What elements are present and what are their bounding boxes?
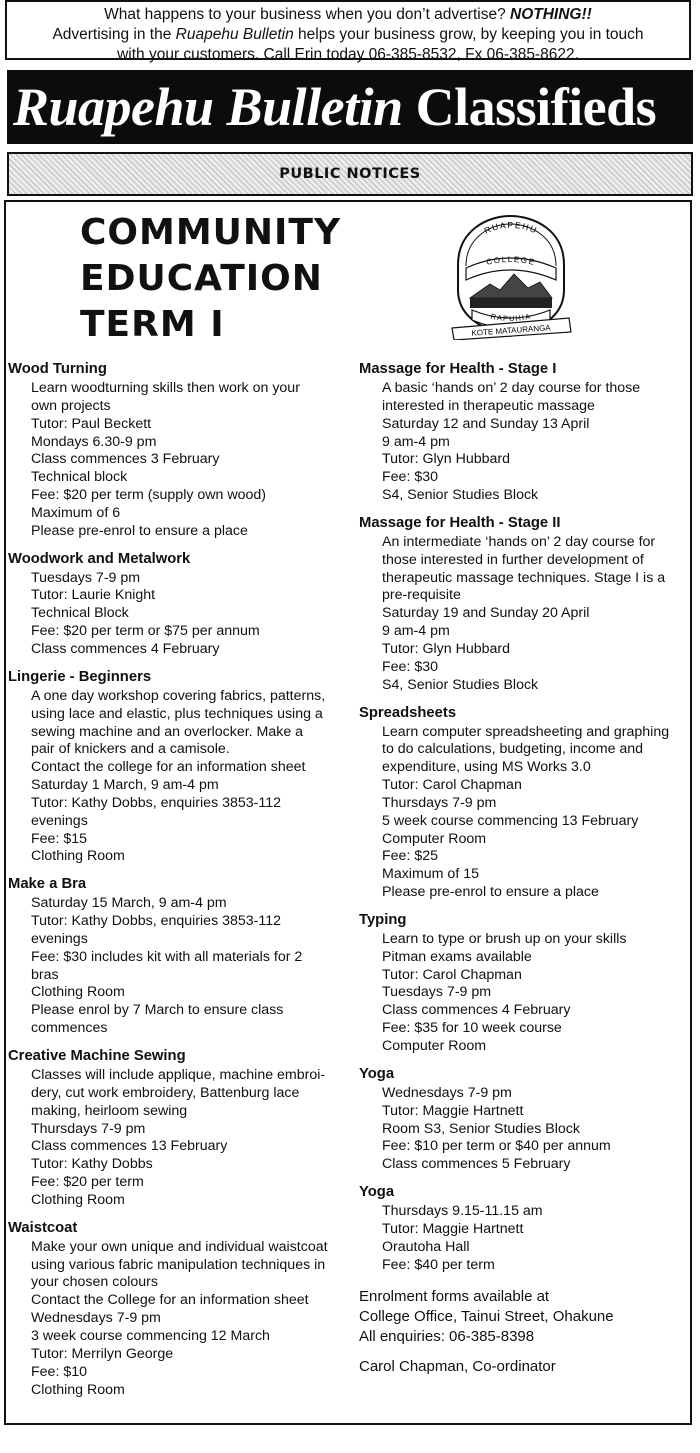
course-detail-line: Orautoha Hall	[382, 1238, 470, 1255]
course-listing	[8, 1047, 348, 1210]
course-detail-line: Wednesdays 7-9 pm	[382, 1084, 512, 1101]
course-detail-line: Saturday 12 and Sunday 13 April	[382, 415, 590, 432]
course-detail-line: Fee: $20 per term	[31, 1174, 144, 1191]
headline-line-2: EDUCATION	[80, 258, 323, 299]
course-detail-line: A one day workshop covering fabrics, patterns,	[31, 687, 326, 704]
course-detail-line: Thursdays 7-9 pm	[31, 1120, 146, 1137]
course-detail-line: Please pre-enrol to ensure a place	[382, 884, 599, 901]
course-detail-line: Class commences 3 February	[31, 451, 220, 468]
headline-line-1: COMMUNITY	[80, 212, 342, 253]
course-detail-line: Mondays 6.30-9 pm	[31, 433, 157, 450]
course-detail-line: Fee: $30	[382, 469, 439, 486]
course-detail-line: Contact the College for an information sheet	[31, 1292, 309, 1309]
crest-top-text: RUAPEHU	[482, 219, 540, 236]
page-headline	[80, 210, 341, 348]
course-listing	[359, 911, 689, 1056]
course-detail-line: Tutor: Glyn Hubbard	[382, 451, 511, 468]
course-detail-line: Tutor: Glyn Hubbard	[382, 640, 511, 657]
headline-line-3: TERM I	[80, 304, 225, 345]
course-detail-line: Classes will include applique, machine embroi-	[31, 1067, 326, 1083]
course-detail-line: Learn computer spreadsheeting and graphing	[382, 723, 670, 740]
crest-band-text: COLLEGE	[485, 254, 537, 268]
course-detail-line: Tutor: Paul Beckett	[31, 415, 152, 432]
course-title: Typing	[359, 911, 407, 928]
course-detail-line: evenings	[31, 930, 88, 947]
course-detail-line: to do calculations, budgeting, income and	[382, 741, 644, 758]
course-detail-line: Fee: $30 includes kit with all materials for 2	[31, 948, 303, 965]
course-detail-line: pair of knickers and a camisole.	[31, 741, 230, 758]
course-detail-line: An intermediate ‘hands on’ 2 day course for	[382, 533, 656, 550]
course-title: Creative Machine Sewing	[8, 1048, 186, 1064]
masthead-title-rest: Classifieds	[402, 77, 657, 137]
course-detail-line: Fee: $15	[31, 830, 88, 847]
course-detail-line: pre-requisite	[382, 587, 461, 604]
course-detail-line: Fee: $25	[382, 848, 439, 865]
course-detail-line: Saturday 19 and Sunday 20 April	[382, 605, 590, 622]
crest-middle-text: RAPUHIA	[489, 311, 533, 324]
course-detail-line: Tutor: Maggie Hartnett	[382, 1102, 524, 1119]
course-detail-line: Make your own unique and individual waistcoat	[31, 1238, 328, 1255]
course-detail-line: Maximum of 15	[382, 866, 479, 883]
course-title: Make a Bra	[8, 876, 87, 893]
course-detail-line: Fee: $20 per term (supply own wood)	[31, 487, 266, 504]
right-course-column	[359, 360, 689, 1377]
course-detail-line: Computer Room	[382, 830, 487, 847]
course-title: Massage for Health - Stage II	[359, 514, 561, 531]
enrolment-info	[359, 1287, 689, 1377]
course-detail-line: those interested in further development of	[382, 551, 644, 568]
course-listing	[359, 704, 689, 902]
course-title: Woodwork and Metalwork	[8, 550, 191, 567]
enrolment-line-2: College Office, Tainui Street, Ohakune	[359, 1308, 614, 1326]
ad-line-3: with your customers. Call Erin today 06-385-8532, Fx 06-385-8622.	[117, 46, 579, 63]
course-detail-line: Fee: $10	[31, 1363, 88, 1380]
course-detail-line: Clothing Room	[31, 1191, 125, 1208]
course-detail-line: Saturday 1 March, 9 am-4 pm	[31, 777, 219, 794]
course-detail-line: making, heirloom sewing	[31, 1102, 188, 1119]
course-detail-line: A basic ‘hands on’ 2 day course for those	[382, 380, 641, 396]
course-detail-line: Fee: $10 per term or $40 per annum	[382, 1138, 611, 1155]
course-listing	[359, 514, 689, 695]
course-detail-line: dery, cut work embroidery, Battenburg lace	[31, 1084, 300, 1101]
course-detail-line: Contact the college for an information sheet	[31, 759, 306, 776]
course-detail-line: Thursdays 7-9 pm	[382, 794, 497, 811]
course-detail-line: own projects	[31, 397, 111, 414]
forest-icon	[470, 298, 552, 308]
course-detail-line: your chosen colours	[31, 1274, 158, 1291]
course-detail-line: 3 week course commencing 12 March	[31, 1327, 270, 1344]
course-detail-line: Please enrol by 7 March to ensure class	[31, 1002, 284, 1019]
masthead-title-italic: Ruapehu Bulletin	[13, 77, 403, 137]
course-title: Spreadsheets	[359, 704, 457, 721]
course-detail-line: 5 week course commencing 13 February	[382, 812, 639, 829]
course-title: Massage for Health - Stage I	[359, 361, 557, 377]
college-crest-logo	[448, 210, 573, 340]
course-detail-line: Tuesdays 7-9 pm	[31, 569, 141, 586]
course-detail-line: bras	[31, 966, 59, 983]
course-detail-line: commences	[31, 1020, 108, 1037]
crest-motto-text: KOTE MATAURANGA	[471, 323, 551, 338]
course-detail-line: evenings	[31, 812, 88, 829]
course-title: Yoga	[359, 1184, 395, 1201]
course-detail-line: Please pre-enrol to ensure a place	[31, 522, 248, 539]
course-listing	[359, 1065, 689, 1174]
enrolment-line-3: All enquiries: 06-385-8398	[359, 1328, 535, 1346]
course-detail-line: Tutor: Carol Chapman	[382, 777, 522, 794]
course-detail-line: Tutor: Kathy Dobbs, enquiries 3853-112	[31, 794, 282, 811]
right-course-list	[359, 360, 689, 1274]
ad-publication-name: Ruapehu Bulletin	[175, 26, 294, 43]
course-detail-line: Fee: $20 per term or $75 per annum	[31, 623, 260, 640]
course-detail-line: Thursdays 9.15-11.15 am	[382, 1203, 543, 1220]
course-detail-line: Tuesdays 7-9 pm	[382, 984, 492, 1001]
course-detail-line: Class commences 5 February	[382, 1156, 571, 1173]
course-detail-line: Pitman exams available	[382, 948, 532, 965]
course-detail-line: Tutor: Merrilyn George	[31, 1345, 174, 1362]
masthead	[7, 70, 693, 144]
course-detail-line: Tutor: Carol Chapman	[382, 966, 522, 983]
course-detail-line: Tutor: Maggie Hartnett	[382, 1220, 524, 1237]
course-detail-line: 9 am-4 pm	[382, 433, 450, 450]
left-course-column	[8, 360, 348, 1408]
course-detail-line: expenditure, using MS Works 3.0	[382, 759, 591, 776]
course-title: Wood Turning	[8, 361, 107, 377]
course-detail-line: sewing machine and an overlocker. Make a	[31, 723, 304, 740]
course-detail-line: Technical Block	[31, 605, 129, 622]
course-detail-line: Fee: $35 for 10 week course	[382, 1020, 562, 1037]
course-detail-line: Class commences 13 February	[31, 1138, 228, 1155]
course-listing	[8, 360, 348, 541]
section-banner: PUBLIC NOTICES	[7, 152, 693, 196]
coordinator-name: Carol Chapman, Co-ordinator	[359, 1358, 556, 1376]
course-detail-line: Clothing Room	[31, 848, 125, 865]
course-detail-line: Maximum of 6	[31, 504, 121, 521]
course-detail-line: 9 am-4 pm	[382, 623, 450, 640]
course-detail-line: Clothing Room	[31, 984, 125, 1001]
course-detail-line: Fee: $30	[382, 658, 439, 675]
course-detail-line: Learn woodturning skills then work on your	[31, 380, 300, 396]
course-detail-line: S4, Senior Studies Block	[382, 487, 539, 504]
course-detail-line: Tutor: Laurie Knight	[31, 587, 156, 604]
course-detail-line: interested in therapeutic massage	[382, 397, 595, 414]
advertising-notice	[5, 0, 691, 63]
course-detail-line: Fee: $40 per term	[382, 1256, 495, 1273]
course-listing	[8, 550, 348, 659]
course-title: Waistcoat	[8, 1219, 78, 1236]
course-detail-line: using lace and elastic, plus techniques using a	[31, 705, 323, 722]
course-detail-line: using various fabric manipulation techniques in	[31, 1256, 326, 1273]
course-listing	[359, 360, 689, 505]
ad-emphasis: NOTHING!!	[510, 6, 592, 23]
course-detail-line: Room S3, Senior Studies Block	[382, 1120, 580, 1137]
course-detail-line: therapeutic massage techniques. Stage I is a	[382, 569, 666, 586]
course-listing	[359, 1183, 689, 1274]
course-detail-line: Class commences 4 February	[31, 640, 220, 657]
course-detail-line: Tutor: Kathy Dobbs	[31, 1156, 153, 1173]
course-detail-line: Tutor: Kathy Dobbs, enquiries 3853-112	[31, 913, 282, 930]
ad-line-1: What happens to your business when you don’t advertise? NOTHING!!	[104, 6, 592, 23]
enrolment-line-1: Enrolment forms available at	[359, 1288, 550, 1306]
course-detail-line: Saturday 15 March, 9 am-4 pm	[31, 895, 227, 912]
course-detail-line: Class commences 4 February	[382, 1002, 571, 1019]
course-detail-line: Clothing Room	[31, 1381, 125, 1398]
course-listing	[8, 875, 348, 1038]
course-detail-line: Learn to type or brush up on your skills	[382, 930, 627, 947]
course-detail-line: S4, Senior Studies Block	[382, 676, 539, 693]
course-listing	[8, 668, 348, 866]
course-title: Lingerie - Beginners	[8, 668, 152, 685]
course-listing	[8, 1219, 348, 1400]
ad-line-2: Advertising in the Ruapehu Bulletin helps your business grow, by keeping you in touch	[52, 26, 644, 43]
course-detail-line: Technical block	[31, 469, 128, 486]
course-title: Yoga	[359, 1065, 395, 1082]
course-detail-line: Wednesdays 7-9 pm	[31, 1310, 161, 1327]
course-detail-line: Computer Room	[382, 1038, 487, 1054]
